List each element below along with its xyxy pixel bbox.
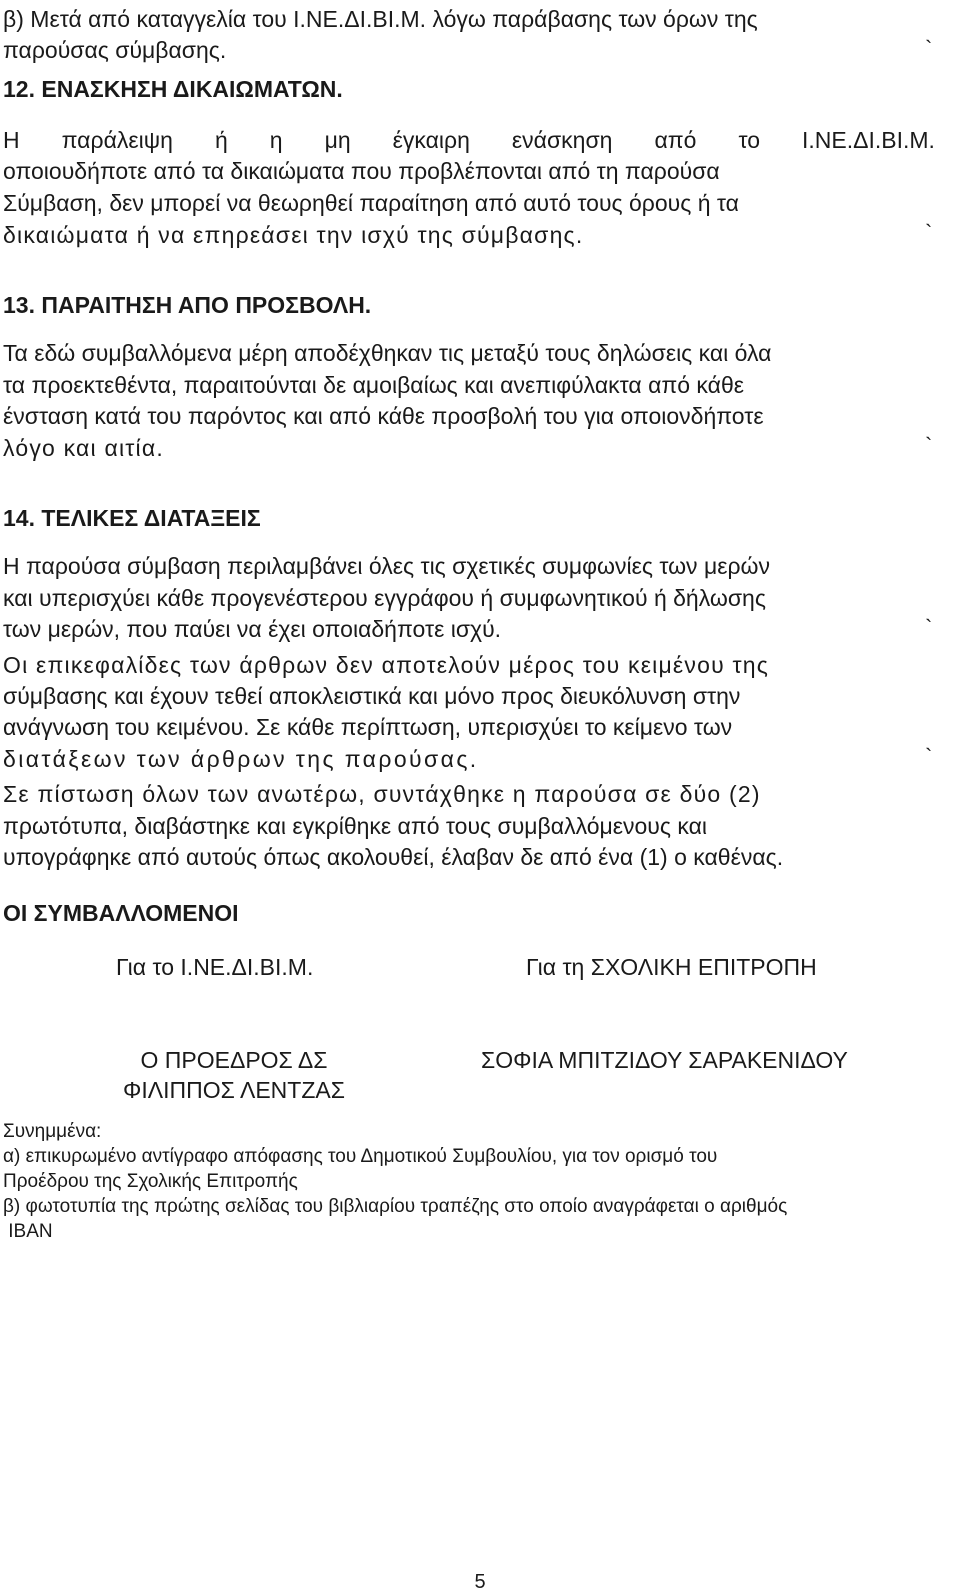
section-13-line-1: Τα εδώ συμβαλλόμενα μέρη αποδέχθηκαν τις μεταξύ τους δηλώσεις και όλα <box>3 340 772 366</box>
section-14-p2-line-1: Οι επικεφαλίδες των άρθρων δεν αποτελούν μέρος του κειμένου της <box>3 652 770 678</box>
section-12-line-2: οποιουδήποτε από τα δικαιώματα που προβλέπονται από τη παρούσα <box>3 158 720 184</box>
section-14-p1-line-2: και υπερισχύει κάθε προγενέστερου εγγράφου ή συμφωνητικού ή δήλωσης <box>3 585 766 611</box>
section-14-p1-line-3: των μερών, που παύει να έχει οποιαδήποτε ισχύ. <box>3 616 502 642</box>
word: από <box>654 127 697 153</box>
section-13-line-3: ένσταση κατά του παρόντος και από κάθε προσβολή του για οποιονδήποτε <box>3 403 764 429</box>
word: Η <box>3 127 20 153</box>
section-14-p2-line-3: ανάγνωση του κειμένου. Σε κάθε περίπτωση, υπερισχύει το κείμενο των <box>3 714 733 740</box>
tick-mark: ` <box>925 36 933 61</box>
tick-mark: ` <box>925 220 933 245</box>
signatory-right-for: Για τη ΣΧΟΛΙΚΗ ΕΠΙΤΡΟΠΗ <box>526 954 817 980</box>
attachment-a-line-2: Προέδρου της Σχολικής Επιτροπής <box>3 1171 298 1192</box>
intro-line-2: παρούσας σύμβασης. <box>3 37 227 63</box>
section-12-heading: 12. ΕΝΑΣΚΗΣΗ ΔΙΚΑΙΩΜΑΤΩΝ. <box>3 76 343 102</box>
section-14-heading: 14. ΤΕΛΙΚΕΣ ΔΙΑΤΑΞΕΙΣ <box>3 505 261 531</box>
section-13-heading: 13. ΠΑΡΑΙΤΗΣΗ ΑΠΟ ΠΡΟΣΒΟΛΗ. <box>3 292 372 318</box>
section-12-line-1 <box>3 125 935 155</box>
word: ενάσκηση <box>511 127 613 153</box>
section-14-p3-line-1: Σε πίστωση όλων των ανωτέρω, συντάχθηκε η παρούσα σε δύο (2) <box>3 781 761 807</box>
signatory-right-name: ΣΟΦΙΑ ΜΠΙΤΖΙΔΟΥ ΣΑΡΑΚΕΝΙΔΟΥ <box>481 1047 848 1073</box>
page-number: 5 <box>474 1571 486 1593</box>
section-14-p2-line-4: διατάξεων των άρθρων της παρούσας. <box>3 746 479 772</box>
section-14-p3-line-3: υπογράφηκε από αυτούς όπως ακολουθεί, έλαβαν δε από ένα (1) ο καθένας. <box>3 844 784 870</box>
word: παράλειψη <box>61 127 173 153</box>
word: έγκαιρη <box>392 127 470 153</box>
attachment-b-line-1: β) φωτοτυπία της πρώτης σελίδας του βιβλιαρίου τραπέζης στο οποίο αναγράφεται ο αριθμός <box>3 1196 788 1217</box>
section-14-p3-line-2: πρωτότυπα, διαβάστηκε και εγκρίθηκε από τους συμβαλλόμενους και <box>3 813 707 839</box>
section-13-line-2: τα προεκτεθέντα, παραιτούνται δε αμοιβαίως και ανεπιφύλακτα από κάθε <box>3 372 744 398</box>
tick-mark: ` <box>925 744 933 769</box>
word: ή <box>214 127 228 153</box>
attachment-b-line-2: IBAN <box>3 1221 53 1242</box>
word: μη <box>324 127 351 153</box>
word: το <box>738 127 760 153</box>
tick-mark: ` <box>925 433 933 458</box>
section-14-p2-line-2: σύμβασης και έχουν τεθεί αποκλειστικά και μόνο προς διευκόλυνση στην <box>3 683 741 709</box>
word: Ι.ΝΕ.ΔΙ.ΒΙ.Μ. <box>802 127 935 153</box>
signatory-left-name: ΦΙΛΙΠΠΟΣ ΛΕΝΤΖΑΣ <box>123 1077 345 1103</box>
signatory-left-title: Ο ΠΡΟΕΔΡΟΣ ΔΣ <box>140 1047 328 1073</box>
attachment-a-line-1: α) επικυρωμένο αντίγραφο απόφασης του Δημοτικού Συμβουλίου, για τον ορισμό του <box>3 1146 718 1167</box>
word: η <box>269 127 283 153</box>
section-12-line-3: Σύμβαση, δεν μπορεί να θεωρηθεί παραίτηση από αυτό τους όρους ή τα <box>3 190 739 216</box>
section-14-p1-line-1: Η παρούσα σύμβαση περιλαμβάνει όλες τις σχετικές συμφωνίες των μερών <box>3 553 770 579</box>
tick-mark: ` <box>925 615 933 640</box>
intro-line-1: β) Μετά από καταγγελία του Ι.ΝΕ.ΔΙ.ΒΙ.Μ. λόγω παράβασης των όρων της <box>3 6 758 32</box>
section-12-line-4: δικαιώματα ή να επηρεάσει την ισχύ της σύμβασης. <box>3 222 584 248</box>
signatory-left-for: Για το Ι.ΝΕ.ΔΙ.ΒΙ.Μ. <box>116 954 314 980</box>
signatories-heading: ΟΙ ΣΥΜΒΑΛΛΟΜΕΝΟΙ <box>3 900 239 926</box>
section-13-line-4: λόγο και αιτία. <box>3 435 164 461</box>
attachments-label: Συνημμένα: <box>3 1121 102 1142</box>
